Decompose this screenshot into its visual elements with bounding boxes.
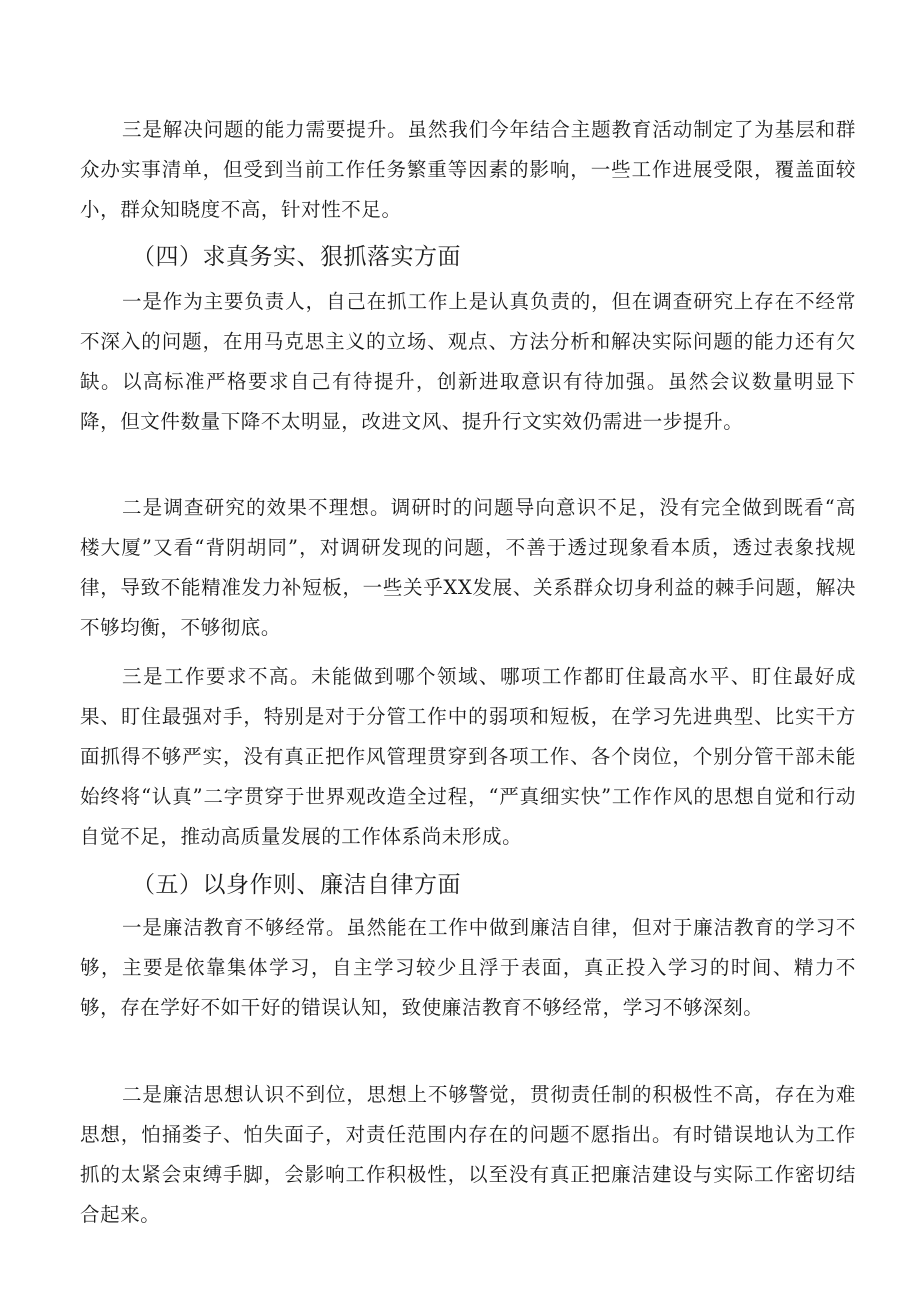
paragraph-work-standards: 三是工作要求不高。未能做到哪个领域、哪项工作都盯住最高水平、盯住最好成果、盯住最强对手，特别是对于分管工作中的弱项和短板，在学习先进典型、比实干方面抓得不够严实，没有真正把作风管理贯穿到各项工作、各个岗位，个别分管干部未能始终将“认真”二字贯穿于世界观改造全过程，“严真细实快”工作作风的思想自觉和行动自觉不足，推动高质量发展的工作体系尚未形成。 <box>80 665 856 848</box>
section-heading-four: （四）求真务实、狠抓落实方面 <box>132 244 461 270</box>
paragraph-integrity-awareness: 二是廉洁思想认识不到位，思想上不够警觉，贯彻责任制的积极性不高，存在为难思想，怕捅娄子、怕失面子，对责任范围内存在的问题不愿指出。有时错误地认为工作抓的太紧会束缚手脚，会影响工作积极性，以至没有真正把廉洁建设与实际工作密切结合起来。 <box>80 1083 856 1226</box>
paragraph-integrity-education: 一是廉洁教育不够经常。虽然能在工作中做到廉洁自律，但对于廉洁教育的学习不够，主要是依靠集体学习，自主学习较少且浮于表面，真正投入学习的时间、精力不够，存在学好不如干好的错误认知，致使廉洁教育不够经常，学习不够深刻。 <box>80 916 856 1019</box>
paragraph-problem-solving: 三是解决问题的能力需要提升。虽然我们今年结合主题教育活动制定了为基层和群众办实事清单，但受到当前工作任务繁重等因素的影响，一些工作进展受限，覆盖面较小，群众知晓度不高，针对性不足。 <box>80 118 856 221</box>
section-heading-five: （五）以身作则、廉洁自律方面 <box>132 872 461 898</box>
paragraph-investigation-depth: 一是作为主要负责人，自己在抓工作上是认真负责的，但在调查研究上存在不经常不深入的问题，在用马克思主义的立场、观点、方法分析和解决实际问题的能力还有欠缺。以高标准严格要求自己有待提升，创新进取意识有待加强。虽然会议数量明显下降，但文件数量下降不太明显，改进文风、提升行文实效仍需进一步提升。 <box>80 290 856 433</box>
paragraph-research-effect: 二是调查研究的效果不理想。调研时的问题导向意识不足，没有完全做到既看“高楼大厦”又看“背阴胡同”，对调研发现的问题，不善于透过现象看本质，透过表象找规律，导致不能精准发力补短板，一些关乎XX发展、关系群众切身利益的棘手问题，解决不够均衡，不够彻底。 <box>80 496 856 639</box>
